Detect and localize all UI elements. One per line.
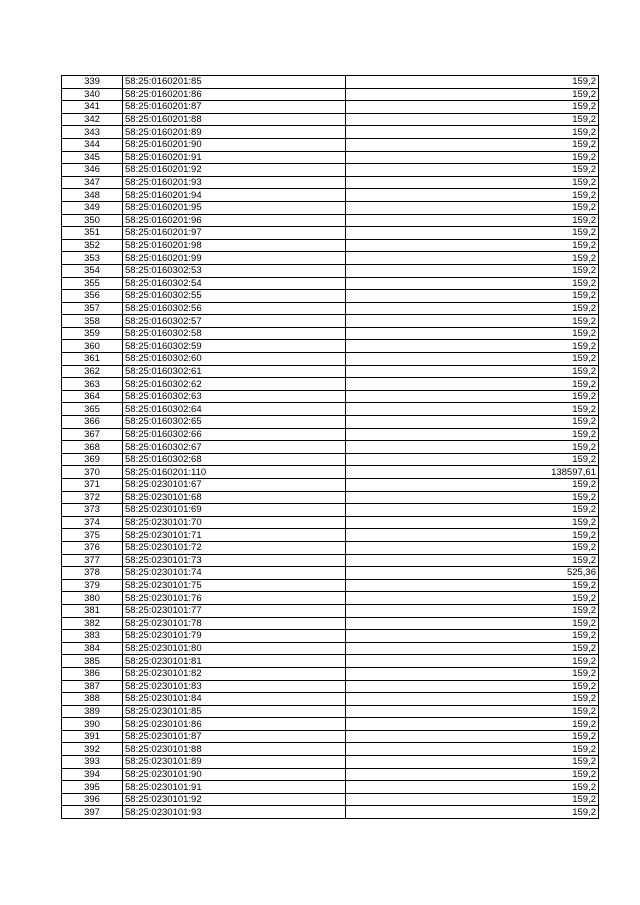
area-value-cell: 159,2 [346,718,599,731]
row-number-cell: 388 [62,693,123,706]
table-row [62,567,599,580]
table-row [62,466,599,479]
table-row [62,554,599,567]
area-value-cell: 138597,61 [346,466,599,479]
row-number-cell: 367 [62,428,123,441]
area-value-cell: 159,2 [346,189,599,202]
table-row [62,227,599,240]
table-row [62,756,599,769]
row-number-cell: 351 [62,227,123,240]
table-row [62,189,599,202]
row-number-cell: 397 [62,806,123,819]
row-number-cell: 389 [62,705,123,718]
row-number-cell: 383 [62,630,123,643]
row-number-cell: 396 [62,793,123,806]
cadastral-number-cell: 58:25:0160302:61 [123,365,346,378]
row-number-cell: 395 [62,781,123,794]
cadastral-number-cell: 58:25:0160302:57 [123,315,346,328]
table-row [62,806,599,819]
row-number-cell: 344 [62,138,123,151]
row-number-cell: 379 [62,579,123,592]
area-value-cell: 159,2 [346,101,599,114]
table-row [62,667,599,680]
area-value-cell: 159,2 [346,277,599,290]
table-row [62,315,599,328]
cadastral-number-cell: 58:25:0160302:66 [123,428,346,441]
table-row [62,579,599,592]
table-row [62,781,599,794]
cadastral-number-cell: 58:25:0160201:94 [123,189,346,202]
cadastral-number-cell: 58:25:0230101:68 [123,491,346,504]
area-value-cell: 159,2 [346,756,599,769]
cadastral-number-cell: 58:25:0160302:59 [123,340,346,353]
cadastral-number-cell: 58:25:0230101:91 [123,781,346,794]
table-row [62,680,599,693]
row-number-cell: 382 [62,617,123,630]
row-number-cell: 371 [62,479,123,492]
cadastral-number-cell: 58:25:0230101:72 [123,541,346,554]
row-number-cell: 345 [62,151,123,164]
table-row [62,101,599,114]
row-number-cell: 375 [62,529,123,542]
area-value-cell: 159,2 [346,516,599,529]
table-row [62,768,599,781]
row-number-cell: 358 [62,315,123,328]
cadastral-number-cell: 58:25:0160201:95 [123,201,346,214]
table-row [62,340,599,353]
cadastral-number-cell: 58:25:0160201:98 [123,239,346,252]
area-value-cell: 159,2 [346,201,599,214]
area-value-cell: 159,2 [346,151,599,164]
table-row [62,428,599,441]
table-row [62,693,599,706]
table-row [62,642,599,655]
row-number-cell: 394 [62,768,123,781]
table-row [62,252,599,265]
table-row [62,151,599,164]
cadastral-number-cell: 58:25:0160201:110 [123,466,346,479]
table-row [62,718,599,731]
row-number-cell: 393 [62,756,123,769]
area-value-cell: 159,2 [346,252,599,265]
table-row [62,353,599,366]
area-value-cell: 159,2 [346,693,599,706]
row-number-cell: 370 [62,466,123,479]
row-number-cell: 356 [62,290,123,303]
row-number-cell: 342 [62,113,123,126]
area-value-cell: 159,2 [346,76,599,89]
area-value-cell: 159,2 [346,239,599,252]
table-row [62,504,599,517]
area-value-cell: 525,36 [346,567,599,580]
area-value-cell: 159,2 [346,365,599,378]
row-number-cell: 377 [62,554,123,567]
row-number-cell: 384 [62,642,123,655]
cadastral-number-cell: 58:25:0160201:86 [123,88,346,101]
cadastral-number-cell: 58:25:0160201:90 [123,138,346,151]
row-number-cell: 373 [62,504,123,517]
table-row [62,604,599,617]
cadastral-number-cell: 58:25:0230101:77 [123,604,346,617]
area-value-cell: 159,2 [346,529,599,542]
area-value-cell: 159,2 [346,416,599,429]
cadastral-number-cell: 58:25:0230101:93 [123,806,346,819]
cadastral-number-cell: 58:25:0160302:60 [123,353,346,366]
row-number-cell: 391 [62,730,123,743]
area-value-cell: 159,2 [346,441,599,454]
cadastral-number-cell: 58:25:0160302:53 [123,264,346,277]
cadastral-number-cell: 58:25:0160302:65 [123,416,346,429]
row-number-cell: 340 [62,88,123,101]
cadastral-table-body [62,76,599,819]
row-number-cell: 366 [62,416,123,429]
row-number-cell: 346 [62,164,123,177]
row-number-cell: 380 [62,592,123,605]
area-value-cell: 159,2 [346,428,599,441]
cadastral-number-cell: 58:25:0230101:81 [123,655,346,668]
row-number-cell: 378 [62,567,123,580]
table-row [62,743,599,756]
row-number-cell: 348 [62,189,123,202]
row-number-cell: 368 [62,441,123,454]
area-value-cell: 159,2 [346,781,599,794]
area-value-cell: 159,2 [346,390,599,403]
cadastral-number-cell: 58:25:0160302:63 [123,390,346,403]
table-row [62,88,599,101]
table-row [62,441,599,454]
area-value-cell: 159,2 [346,630,599,643]
cadastral-number-cell: 58:25:0160201:89 [123,126,346,139]
row-number-cell: 349 [62,201,123,214]
row-number-cell: 362 [62,365,123,378]
row-number-cell: 339 [62,76,123,89]
row-number-cell: 359 [62,327,123,340]
cadastral-number-cell: 58:25:0230101:79 [123,630,346,643]
area-value-cell: 159,2 [346,315,599,328]
cadastral-number-cell: 58:25:0160201:85 [123,76,346,89]
cadastral-number-cell: 58:25:0160201:99 [123,252,346,265]
area-value-cell: 159,2 [346,554,599,567]
cadastral-number-cell: 58:25:0160302:68 [123,453,346,466]
table-row [62,529,599,542]
row-number-cell: 392 [62,743,123,756]
cadastral-number-cell: 58:25:0230101:85 [123,705,346,718]
cadastral-number-cell: 58:25:0230101:70 [123,516,346,529]
area-value-cell: 159,2 [346,264,599,277]
area-value-cell: 159,2 [346,655,599,668]
table-row [62,516,599,529]
table-row [62,126,599,139]
cadastral-number-cell: 58:25:0160201:97 [123,227,346,240]
cadastral-number-cell: 58:25:0230101:80 [123,642,346,655]
row-number-cell: 376 [62,541,123,554]
row-number-cell: 369 [62,453,123,466]
cadastral-number-cell: 58:25:0160201:93 [123,176,346,189]
table-row [62,617,599,630]
row-number-cell: 374 [62,516,123,529]
cadastral-number-cell: 58:25:0230101:83 [123,680,346,693]
area-value-cell: 159,2 [346,138,599,151]
cadastral-number-cell: 58:25:0160302:56 [123,302,346,315]
area-value-cell: 159,2 [346,327,599,340]
row-number-cell: 350 [62,214,123,227]
cadastral-number-cell: 58:25:0160201:87 [123,101,346,114]
table-row [62,730,599,743]
cadastral-number-cell: 58:25:0160302:62 [123,378,346,391]
row-number-cell: 385 [62,655,123,668]
row-number-cell: 355 [62,277,123,290]
area-value-cell: 159,2 [346,126,599,139]
cadastral-number-cell: 58:25:0230101:86 [123,718,346,731]
table-row [62,290,599,303]
row-number-cell: 360 [62,340,123,353]
cadastral-number-cell: 58:25:0230101:73 [123,554,346,567]
area-value-cell: 159,2 [346,340,599,353]
area-value-cell: 159,2 [346,164,599,177]
area-value-cell: 159,2 [346,227,599,240]
area-value-cell: 159,2 [346,617,599,630]
area-value-cell: 159,2 [346,592,599,605]
cadastral-number-cell: 58:25:0230101:90 [123,768,346,781]
table-row [62,214,599,227]
row-number-cell: 381 [62,604,123,617]
cadastral-table [61,75,599,819]
area-value-cell: 159,2 [346,353,599,366]
cadastral-number-cell: 58:25:0230101:89 [123,756,346,769]
area-value-cell: 159,2 [346,378,599,391]
row-number-cell: 343 [62,126,123,139]
cadastral-number-cell: 58:25:0230101:82 [123,667,346,680]
table-row [62,416,599,429]
cadastral-number-cell: 58:25:0160302:55 [123,290,346,303]
cadastral-number-cell: 58:25:0230101:76 [123,592,346,605]
cadastral-number-cell: 58:25:0160302:67 [123,441,346,454]
area-value-cell: 159,2 [346,793,599,806]
cadastral-number-cell: 58:25:0230101:92 [123,793,346,806]
table-row [62,453,599,466]
row-number-cell: 354 [62,264,123,277]
area-value-cell: 159,2 [346,491,599,504]
cadastral-number-cell: 58:25:0160302:58 [123,327,346,340]
cadastral-number-cell: 58:25:0160302:54 [123,277,346,290]
table-row [62,138,599,151]
area-value-cell: 159,2 [346,743,599,756]
area-value-cell: 159,2 [346,504,599,517]
area-value-cell: 159,2 [346,730,599,743]
area-value-cell: 159,2 [346,680,599,693]
row-number-cell: 347 [62,176,123,189]
row-number-cell: 363 [62,378,123,391]
table-row [62,655,599,668]
table-row [62,76,599,89]
table-row [62,365,599,378]
table-row [62,239,599,252]
table-row [62,113,599,126]
table-row [62,277,599,290]
area-value-cell: 159,2 [346,403,599,416]
area-value-cell: 159,2 [346,214,599,227]
cadastral-number-cell: 58:25:0160201:96 [123,214,346,227]
table-row [62,201,599,214]
cadastral-number-cell: 58:25:0160302:64 [123,403,346,416]
area-value-cell: 159,2 [346,667,599,680]
cadastral-number-cell: 58:25:0230101:74 [123,567,346,580]
row-number-cell: 352 [62,239,123,252]
area-value-cell: 159,2 [346,579,599,592]
table-row [62,302,599,315]
table-row [62,164,599,177]
row-number-cell: 353 [62,252,123,265]
area-value-cell: 159,2 [346,176,599,189]
row-number-cell: 357 [62,302,123,315]
cadastral-number-cell: 58:25:0230101:88 [123,743,346,756]
cadastral-number-cell: 58:25:0160201:91 [123,151,346,164]
row-number-cell: 341 [62,101,123,114]
table-row [62,541,599,554]
table-row [62,264,599,277]
table-row [62,705,599,718]
cadastral-number-cell: 58:25:0230101:78 [123,617,346,630]
table-row [62,176,599,189]
row-number-cell: 364 [62,390,123,403]
table-row [62,491,599,504]
area-value-cell: 159,2 [346,290,599,303]
table-row [62,403,599,416]
row-number-cell: 372 [62,491,123,504]
cadastral-number-cell: 58:25:0230101:84 [123,693,346,706]
cadastral-number-cell: 58:25:0230101:69 [123,504,346,517]
cadastral-number-cell: 58:25:0230101:87 [123,730,346,743]
row-number-cell: 386 [62,667,123,680]
area-value-cell: 159,2 [346,453,599,466]
table-row [62,630,599,643]
cadastral-number-cell: 58:25:0160201:88 [123,113,346,126]
area-value-cell: 159,2 [346,768,599,781]
area-value-cell: 159,2 [346,705,599,718]
row-number-cell: 387 [62,680,123,693]
area-value-cell: 159,2 [346,806,599,819]
table-row [62,327,599,340]
area-value-cell: 159,2 [346,642,599,655]
area-value-cell: 159,2 [346,604,599,617]
area-value-cell: 159,2 [346,88,599,101]
cadastral-number-cell: 58:25:0230101:75 [123,579,346,592]
row-number-cell: 361 [62,353,123,366]
table-row [62,479,599,492]
table-row [62,390,599,403]
area-value-cell: 159,2 [346,302,599,315]
cadastral-number-cell: 58:25:0160201:92 [123,164,346,177]
table-row [62,793,599,806]
area-value-cell: 159,2 [346,541,599,554]
row-number-cell: 365 [62,403,123,416]
table-row [62,592,599,605]
table-row [62,378,599,391]
cadastral-number-cell: 58:25:0230101:67 [123,479,346,492]
row-number-cell: 390 [62,718,123,731]
area-value-cell: 159,2 [346,113,599,126]
area-value-cell: 159,2 [346,479,599,492]
cadastral-number-cell: 58:25:0230101:71 [123,529,346,542]
